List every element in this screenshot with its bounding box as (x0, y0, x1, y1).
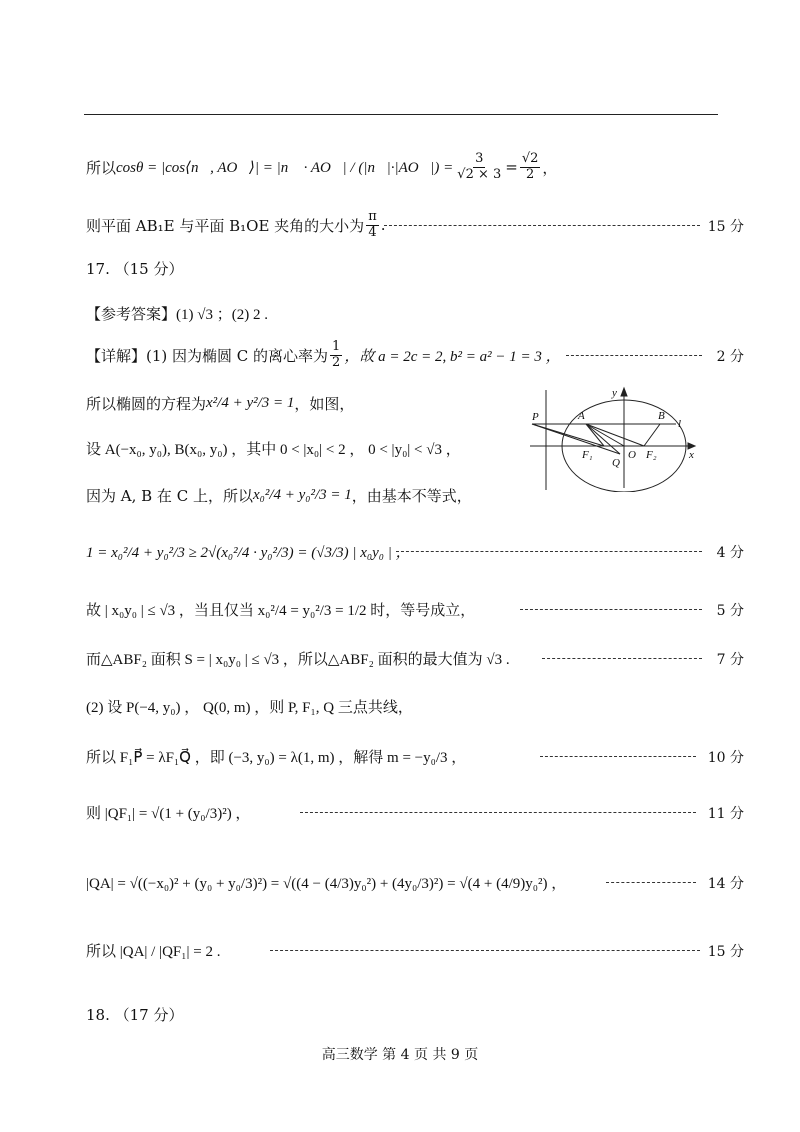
score-marker: 10 分 (707, 750, 744, 766)
solution-line-cos: 所以 cosθ = |cos⟨n⃗, AO⃗⟩| = |n⃗ · AO⃗| / (|n⃗|·|AO⃗|) = $\frac{3}{√2 \times 3}$ = $\frac{√2}{2}$ ， (86, 151, 558, 182)
detail-line-7: 而△ABF₂ 面积 S = | x₀y₀ | ≤ √3 ，所以△ABF₂ 面积的最大值为 √3 . (86, 651, 510, 668)
label-p: P (532, 411, 539, 423)
solution-line-angle: 则平面 AB₁E 与平面 B₁OE 夹角的大小为 $\frac{\pi}{4}$ . (86, 209, 386, 240)
label-l: l (678, 418, 682, 430)
label-f1: F₁ (582, 449, 593, 461)
page-footer: 高三数学 第 4 页 共 9 页 (321, 1047, 479, 1063)
segment-bf2 (644, 424, 660, 446)
figure-geometry (530, 388, 695, 492)
detail-line-3: 设 A(−x₀, y₀), B(x₀, y₀) ，其中 0 < |x₀| < 2 ， 0 < |y₀| < √3 ， (86, 441, 461, 458)
detail-line-9: 所以 F₁P⃗ = λF₁Q⃗ ，即 (−3, y₀) = λ(1, m) ，解得 m = −y₀/3 ， (86, 749, 467, 766)
ellipse-figure (528, 384, 698, 492)
label-y: y (612, 387, 617, 399)
fraction: $\frac{1}{2}$ (332, 339, 341, 370)
leader-dash (396, 551, 702, 552)
detail-line-2: 所以椭圆的方程为 x²/4 + y²/3 = 1 ，如图， (86, 394, 355, 413)
leader-dash (300, 812, 696, 813)
detail-line-1: 【详解】 (1) 因为椭圆 C 的离心率为 $\frac{1}{2}$ ，故 a = 2c = 2, b² = a² − 1 = 3 ， (86, 339, 561, 370)
question-number: 18. （17 分） (86, 1005, 184, 1024)
segment-pq (532, 424, 620, 454)
leader-dash (606, 882, 696, 883)
label-o: O (628, 449, 636, 461)
score-marker: 7 分 (716, 652, 744, 668)
question-number: 17. （15 分） (86, 259, 184, 278)
leader-dash (540, 756, 696, 757)
score-marker: 5 分 (716, 603, 744, 619)
cos-equation: cosθ = |cos⟨n⃗, AO⃗⟩| = |n⃗ · AO⃗| / (|n⃗|·|AO⃗|) = (116, 159, 454, 176)
leader-dash (384, 225, 700, 226)
score-marker: 11 分 (707, 806, 744, 822)
detail-line-4: 因为 A, B 在 C 上，所以 x₀²/4 + y₀²/3 = 1 ，由基本不等式， (86, 486, 472, 505)
score-marker: 15 分 (707, 944, 744, 960)
header-rule (84, 114, 718, 115)
fraction: $\frac{√2}{2}$ (521, 151, 539, 182)
label-a: A (578, 410, 585, 422)
score-marker: 4 分 (716, 545, 744, 561)
leader-dash (270, 950, 700, 951)
leader-dash (566, 355, 702, 356)
reference-answer: 【参考答案】 (1) √3 ；(2) 2 . (86, 304, 268, 323)
detail-line-5: 1 = x₀²/4 + y₀²/3 ≥ 2√(x₀²/4 · y₀²/3) = (√3/3) | x₀y₀ | ， (86, 544, 411, 561)
detail-line-11: |QA| = √((−x₀)² + (y₀ + y₀/3)²) = √((4 − (4/3)y₀²) + (4y₀/3)²) = √(4 + (4/9)y₀²) ， (86, 875, 567, 892)
score-marker: 14 分 (707, 876, 744, 892)
detail-line-8: (2) 设 P(−4, y₀) ， Q(0, m) ，则 P, F₁, Q 三点共线， (86, 699, 413, 716)
score-marker: 15 分 (707, 219, 744, 235)
text: 所以 (86, 158, 117, 177)
label-b: B (658, 410, 665, 422)
label-q: Q (612, 457, 620, 469)
leader-dash (520, 609, 702, 610)
label-x: x (689, 449, 694, 461)
label-f2: F₂ (646, 449, 657, 461)
text: 则平面 AB₁E 与平面 B₁OE 夹角的大小为 (86, 216, 365, 235)
score-marker: 2 分 (716, 349, 744, 365)
fraction: $\frac{3}{√2 \times 3}$ (457, 151, 502, 182)
y-axis-arrow (621, 388, 627, 396)
detail-line-6: 故 | x₀y₀ | ≤ √3 ，当且仅当 x₀²/4 = y₀²/3 = 1/2 时，等号成立， (86, 602, 476, 619)
leader-dash (542, 658, 702, 659)
fraction: $\frac{\pi}{4}$ (368, 209, 377, 240)
detail-line-10: 则 |QF₁| = √(1 + (y₀/3)²) ， (86, 805, 251, 822)
detail-line-12: 所以 |QA| / |QF₁| = 2 . (86, 943, 221, 960)
